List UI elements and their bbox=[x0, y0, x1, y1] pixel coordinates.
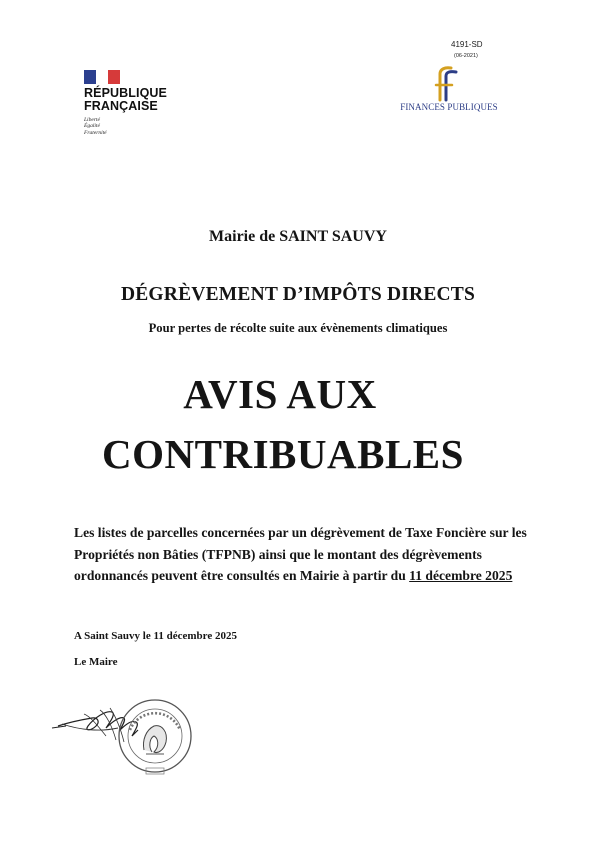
mairie-title: Mairie de SAINT SAUVY bbox=[209, 228, 387, 245]
francaise-label: FRANÇAISE bbox=[84, 99, 158, 113]
avis-heading-line1: AVIS AUX bbox=[183, 371, 377, 417]
devise-fraternite: Fraternité bbox=[84, 129, 107, 136]
devise-egalite: Égalité bbox=[84, 123, 100, 130]
signatory: Le Maire bbox=[74, 656, 118, 668]
notice-date: 11 décembre 2025 bbox=[409, 568, 513, 583]
finances-publiques-logo bbox=[426, 64, 466, 104]
document-title: DÉGRÈVEMENT D’IMPÔTS DIRECTS bbox=[120, 284, 476, 305]
marianne-icon bbox=[84, 70, 120, 84]
republique-label: RÉPUBLIQUE bbox=[84, 86, 167, 100]
form-date: (06-2021) bbox=[454, 53, 478, 59]
devise bbox=[84, 117, 204, 136]
form-code: 4191-SD bbox=[451, 40, 483, 49]
mairie-stamp bbox=[116, 694, 194, 786]
republique-francaise-block bbox=[84, 70, 204, 136]
devise-liberte: Liberté bbox=[84, 117, 100, 123]
document-subtitle: Pour pertes de récolte suite aux évènements climatiques bbox=[148, 321, 448, 335]
notice-text: Les listes de parcelles concernées par un dégrèvement de Taxe Foncière sur les Propriétés non Bâties (TFPNB) ainsi que le montant des dégrèvements ordonnancés peuvent être consultés en Mairie à partir du bbox=[74, 525, 527, 583]
notice-paragraph bbox=[74, 522, 544, 587]
finances-publiques-label: FINANCES PUBLIQUES bbox=[400, 102, 498, 112]
avis-heading-line2: CONTRIBUABLES bbox=[102, 431, 464, 477]
place-date-line: A Saint Sauvy le 11 décembre 2025 bbox=[74, 630, 237, 642]
